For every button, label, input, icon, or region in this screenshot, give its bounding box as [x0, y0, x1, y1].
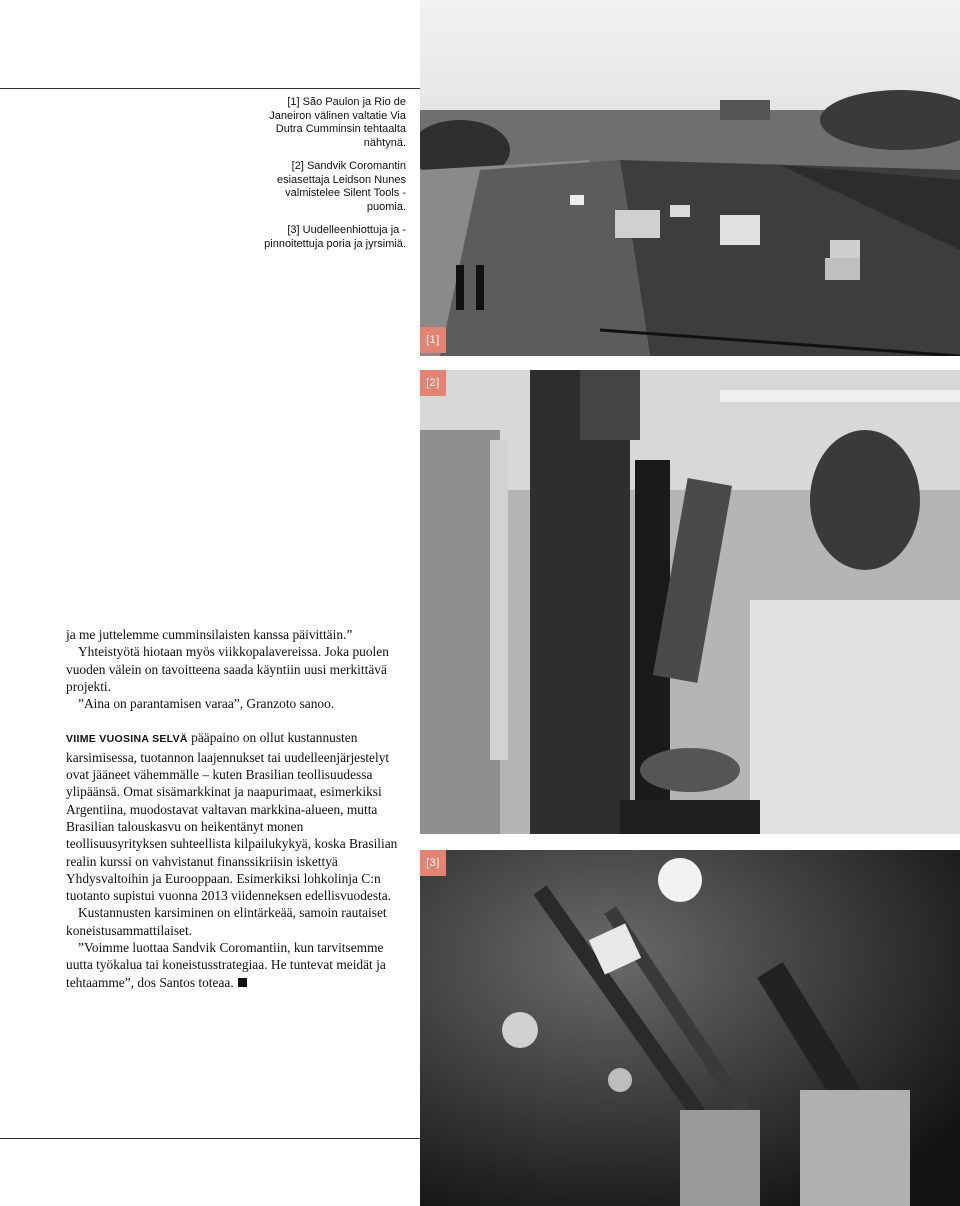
- photo-captions: [250, 96, 406, 261]
- photo-tag-3: [3]: [420, 850, 446, 876]
- article-body: [66, 626, 400, 991]
- paragraph-6: [66, 939, 400, 991]
- photo-tag-1: [1]: [420, 327, 446, 353]
- paragraph-1: ja me juttelemme cumminsilaisten kanssa päivittäin.”: [66, 627, 353, 642]
- top-rule: [0, 88, 420, 89]
- paragraph-4-text: pääpaino on ollut kustannusten karsimisessa, tuotannon laajennukset tai uudelleenjärjestelyt ovat jääneet vähemmälle – kuten Brasilian teollisuudessa ylipäänsä. Omat sisämarkkinat ja naapurimaat, esimerkiksi Argentiina, muodostavat valtavan markkina-alueen, mutta Brasilian talouskasvu on heikentänyt monen teollisuusyrityksen suhteellista kilpailukykyä, koska Brasilian realin kurssi on vahvistanut finanssikriisin iskettyä Yhdysvaltoihin ja Eurooppaan. Esimerkiksi lohkolinja C:n tuotanto supistui vuonna 2013 viidenneksen edellisvuodesta.: [66, 730, 398, 904]
- caption-3: [3] Uudelleenhiottuja ja -pinnoitettuja poria ja jyrsimiä.: [264, 224, 406, 250]
- caption-2: [2] Sandvik Coromantin esiasettaja Leidson Nunes valmistelee Silent Tools -puomia.: [276, 160, 406, 213]
- photo-worker: [420, 370, 960, 834]
- paragraph-5: Kustannusten karsiminen on elintärkeää, samoin rautaiset koneistusammattilaiset.: [66, 905, 387, 938]
- photo-drills: [420, 850, 960, 1206]
- photo-tag-2: [2]: [420, 370, 446, 396]
- paragraph-2: Yhteistyötä hiotaan myös viikkopalavereissa. Joka puolen vuoden välein on tavoitteena saada käyntiin uusi merkittävä projekti.: [66, 644, 389, 694]
- end-mark-icon: [238, 978, 247, 987]
- paragraph-3: ”Aina on parantamisen varaa”, Granzoto sanoo.: [78, 696, 335, 712]
- paragraph-lead-in: VIIME VUOSINA SELVÄ: [66, 733, 188, 746]
- paragraph-6-text: ”Voimme luottaa Sandvik Coromantiin, kun tarvitsemme uutta työkalua tai koneistusstrategiaa. He tuntevat meidät ja tehtaamme”, dos Santos toteaa.: [66, 940, 386, 990]
- bottom-rule: [0, 1138, 420, 1139]
- paragraph-4: [66, 729, 400, 904]
- caption-1: [1] São Paulon ja Rio de Janeiron välinen valtatie Via Dutra Cumminsin tehtaalta nähtynä.: [269, 96, 406, 149]
- photo-highway: [420, 0, 960, 356]
